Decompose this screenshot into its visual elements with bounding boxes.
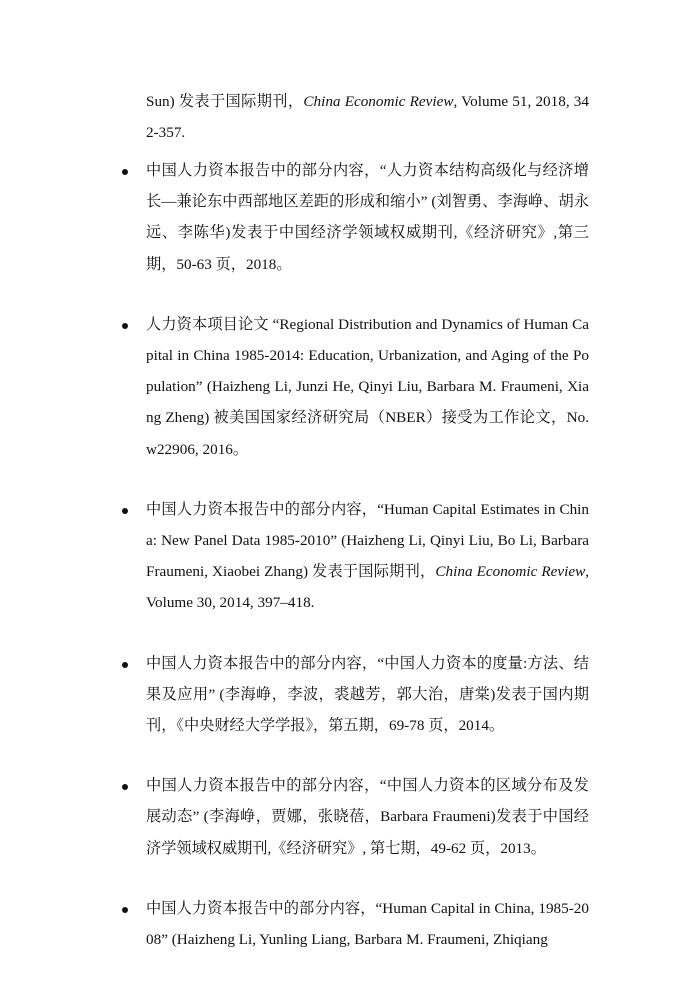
list-item-text [146, 494, 589, 619]
bullet-icon [122, 784, 128, 790]
list-item [0, 893, 687, 955]
bullet-icon [122, 508, 128, 514]
publication-list [0, 155, 687, 984]
list-item [0, 648, 687, 742]
list-item-text: 中国人力资本报告中的部分内容，“人力资本结构高级化与经济增长—兼论东中西部地区差距的形成和缩小” (刘智勇、李海峥、胡永远、李陈华)发表于中国经济学领域权威期刊,《经济研究》,第三期，50-63 页，2018。 [146, 162, 589, 273]
bullet-icon [122, 169, 128, 175]
bullet-icon [122, 662, 128, 668]
list-item-text: 人力资本项目论文 “Regional Distribution and Dynamics of Human Capital in China 1985-2014: Education, Urbanization, and Aging of the Population” (Haizheng Li, Junzi He, Qinyi Liu, Barbara M. Fraumeni, Xiang Zheng) 被美国国家经济研究局（NBER）接受为工作论文，No. w22906, 2016。 [146, 315, 589, 458]
list-item [0, 770, 687, 864]
continuation-suffix: , Volume 51, 2018, 342-357. [146, 93, 589, 142]
bullet-icon [122, 907, 128, 913]
item-prefix: 中国人力资本报告中的部分内容，“Human Capital Estimates in China: New Panel Data 1985-2010” (Haizheng Li, Qinyi Liu, Bo Li, Barbara Fraumeni, Xiaobei Zhang) 发表于国际期刊， [146, 500, 589, 581]
continuation-paragraph [146, 86, 589, 148]
journal-title: China Economic Review [303, 93, 454, 110]
list-item-text: 中国人力资本报告中的部分内容，“Human Capital in China, 1985-2008” (Haizheng Li, Yunling Liang, Barbara M. Fraumeni, Zhiqiang [146, 899, 589, 949]
journal-title: China Economic Review [435, 563, 586, 581]
list-item-text: 中国人力资本报告中的部分内容，“中国人力资本的度量:方法、结果及应用” (李海峥，李波，裘越芳，郭大治，唐棠)发表于国内期刊，《中央财经大学学报》，第五期，69-78 页，2014。 [146, 654, 589, 735]
list-item-text: 中国人力资本报告中的部分内容，“中国人力资本的区域分布及发展动态” (李海峥，贾娜，张晓蓓，Barbara Fraumeni)发表于中国经济学领域权威期刊,《经济研究》, 第七期，49-62 页，2013。 [146, 777, 589, 857]
continuation-prefix: Sun) 发表于国际期刊， [146, 93, 304, 110]
list-item [0, 155, 687, 280]
bullet-icon [122, 323, 128, 329]
item-suffix: , Volume 30, 2014, 397–418. [146, 563, 589, 612]
list-item [0, 494, 687, 619]
list-item [0, 309, 687, 465]
